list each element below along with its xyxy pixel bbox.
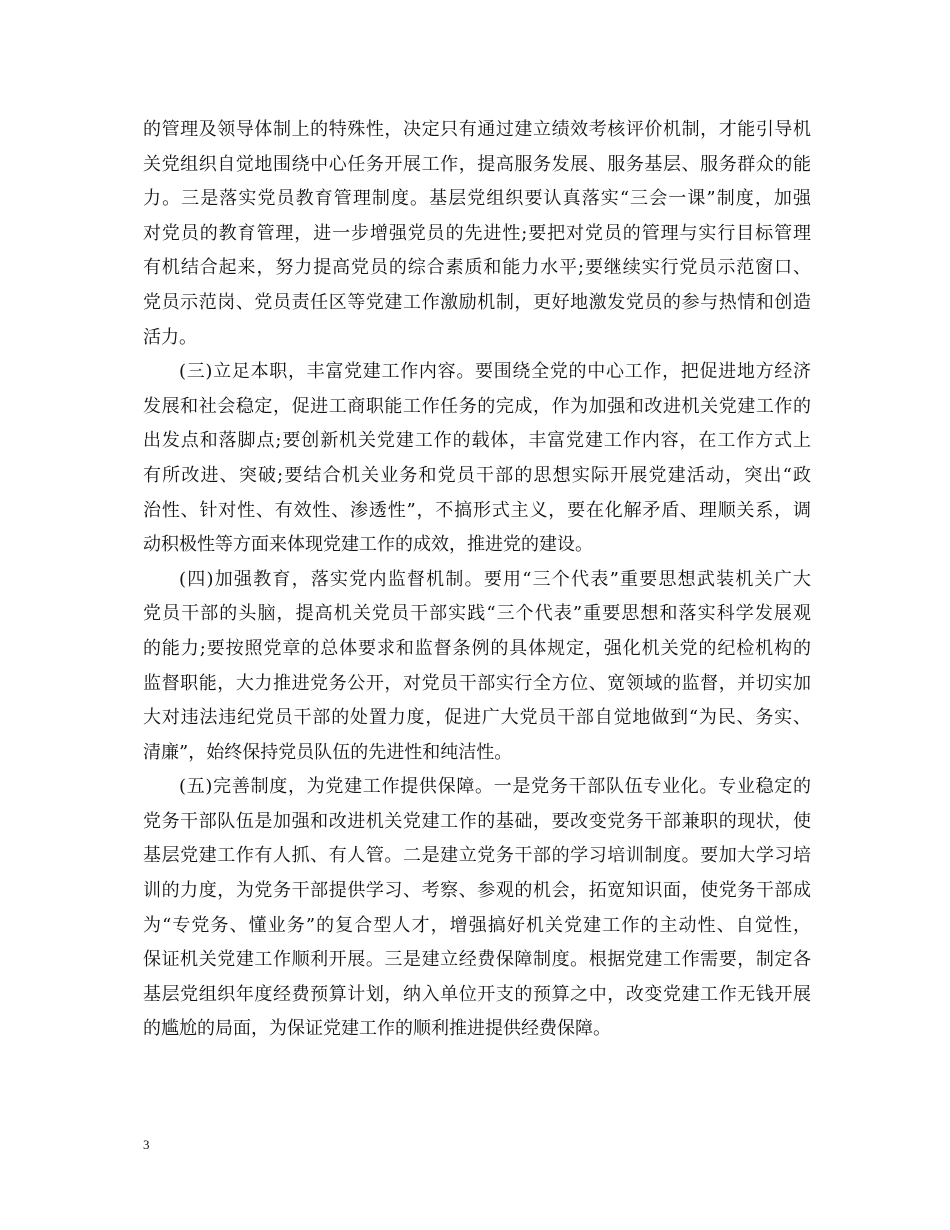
text-line: 出发点和落脚点;要创新机关党建工作的载体，丰富党建工作内容，在工作方式上 [143, 430, 811, 452]
paragraph [143, 355, 811, 563]
text-line: 大对违法违纪党员干部的处置力度，促进广大党员干部自觉地做到“为民、务实、 [143, 707, 811, 729]
text-line: 的尴尬的局面，为保证党建工作的顺利推进提供经费保障。 [143, 1018, 611, 1040]
paragraph [143, 563, 811, 771]
text-line: 的能力;要按照党章的总体要求和监督条例的具体规定，强化机关党的纪检机构的 [143, 637, 811, 659]
document-body [143, 113, 811, 1047]
text-line: 训的力度，为党务干部提供学习、考察、参观的机会，拓宽知识面，使党务干部成 [143, 880, 811, 902]
text-line: 保证机关党建工作顺利开展。三是建立经费保障制度。根据党建工作需要，制定各 [143, 949, 811, 971]
text-line: 关党组织自觉地围绕中心任务开展工作，提高服务发展、服务基层、服务群众的能 [143, 153, 811, 175]
text-line: 对党员的教育管理，进一步增强党员的先进性;要把对党员的管理与实行目标管理 [143, 222, 811, 244]
text-line: 治性、针对性、有效性、渗透性”，不搞形式主义，要在化解矛盾、理顺关系，调 [143, 499, 811, 521]
text-line: 为“专党务、懂业务”的复合型人才，增强搞好机关党建工作的主动性、自觉性， [143, 914, 811, 936]
page-number: 3 [143, 1137, 150, 1152]
text-line: 的管理及领导体制上的特殊性，决定只有通过建立绩效考核评价机制，才能引导机 [143, 119, 811, 140]
text-line: (五)完善制度，为党建工作提供保障。一是党务干部队伍专业化。专业稳定的 [179, 776, 811, 798]
text-line: 有所改进、突破;要结合机关业务和党员干部的思想实际开展党建活动，突出“政 [143, 464, 811, 486]
text-line: 活力。 [143, 326, 197, 348]
text-line: 基层党组织年度经费预算计划，纳入单位开支的预算之中，改变党建工作无钱开展 [143, 983, 811, 1005]
text-line: (四)加强教育，落实党内监督机制。要用“三个代表”重要思想武装机关广大 [179, 568, 811, 590]
text-line: 监督职能，大力推进党务公开，对党员干部实行全方位、宽领域的监督，并切实加 [143, 672, 811, 694]
text-line: 有机结合起来，努力提高党员的综合素质和能力水平;要继续实行党员示范窗口、 [143, 257, 811, 279]
text-line: (三)立足本职，丰富党建工作内容。要围绕全党的中心工作，把促进地方经济 [179, 361, 811, 383]
text-line: 党员干部的头脑，提高机关党员干部实践“三个代表”重要思想和落实科学发展观 [143, 603, 811, 625]
text-line: 清廉”，始终保持党员队伍的先进性和纯洁性。 [143, 741, 513, 763]
text-line: 发展和社会稳定，促进工商职能工作任务的完成，作为加强和改进机关党建工作的 [143, 395, 811, 417]
text-line: 党员示范岗、党员责任区等党建工作激励机制，更好地激发党员的参与热情和创造 [143, 291, 811, 313]
text-line: 党务干部队伍是加强和改进机关党建工作的基础，要改变党务干部兼职的现状，使 [143, 810, 811, 832]
paragraph [143, 113, 811, 355]
text-line: 动积极性等方面来体现党建工作的成效，推进党的建设。 [143, 534, 593, 556]
paragraph [143, 770, 811, 1047]
text-line: 力。三是落实党员教育管理制度。基层党组织要认真落实“三会一课”制度，加强 [143, 188, 811, 210]
text-line: 基层党建工作有人抓、有人管。二是建立党务干部的学习培训制度。要加大学习培 [143, 845, 811, 867]
